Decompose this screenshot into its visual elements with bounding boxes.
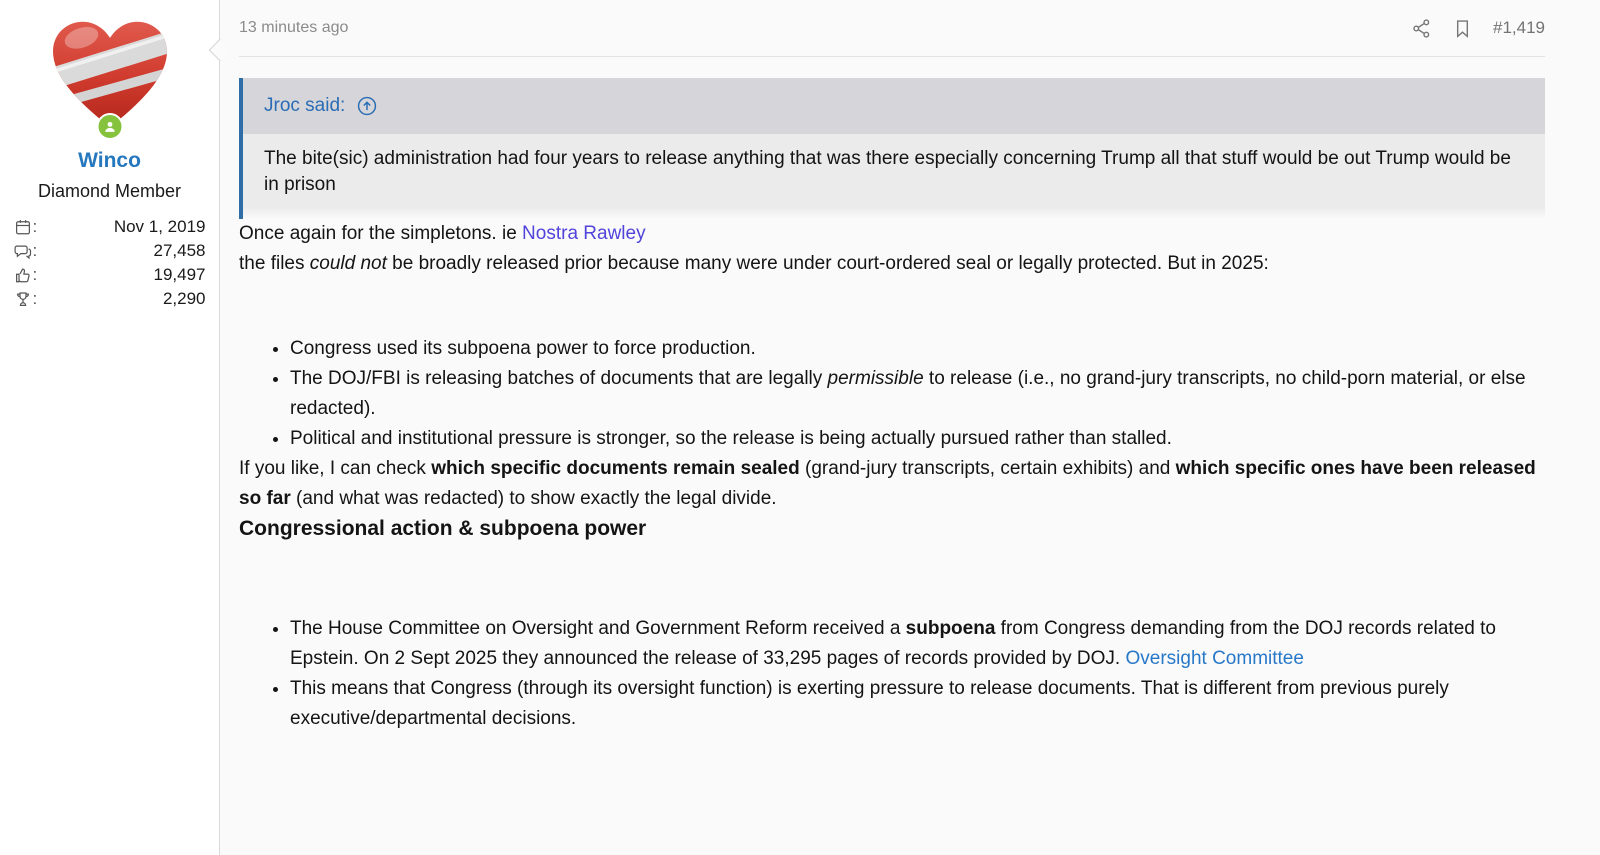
bullet-list-2025: [239, 334, 1545, 454]
post-divider: [239, 56, 1545, 57]
stat-colon: :: [32, 241, 38, 260]
quote-attribution-link[interactable]: [243, 78, 1545, 134]
quote-text: The bite(sic) administration had four years to release anything that was there especially concerning Trump all that stuff would be out Trump would be in prison: [243, 134, 1545, 219]
list-item-text: The House Committee on Oversight and Government Reform received a: [290, 618, 906, 639]
user-sidebar: [0, 0, 220, 855]
post-body-cell: [220, 0, 1600, 855]
bookmark-icon: [1452, 18, 1473, 39]
calendar-icon: [14, 218, 32, 236]
stat-row-joined: [14, 215, 206, 239]
stat-colon: :: [32, 265, 38, 284]
stat-row-likes: [14, 263, 206, 287]
stat-row-trophy: [14, 287, 206, 311]
list-item: [290, 334, 1545, 364]
section-heading: Congressional action & subpoena power: [239, 517, 647, 540]
user-title: Diamond Member: [37, 181, 182, 201]
list-item-bold: subpoena: [905, 618, 996, 639]
stat-row-messages: [14, 239, 206, 263]
list-item-text: The DOJ/FBI is releasing batches of documents that are legally: [290, 368, 828, 389]
paragraph-intro: [239, 219, 1545, 249]
post-timestamp[interactable]: 13 minutes ago: [239, 19, 349, 36]
user-avatar[interactable]: [47, 18, 173, 132]
paragraph-intro-text: Once again for the simpletons. ie: [239, 223, 523, 244]
quote-author: Jroc said:: [264, 95, 346, 116]
trophy-points: 2,290: [162, 289, 206, 308]
paragraph-offer-text-3: (and what was redacted) to show exactly the legal divide.: [290, 488, 777, 509]
list-item: [290, 424, 1545, 454]
quote-block: [239, 78, 1545, 219]
list-item-text: This means that Congress (through its oversight function) is exerting pressure to release documents. That is different from previous purely executive/departmental decisions.: [290, 678, 1449, 729]
paragraph-files-text: the files: [239, 253, 310, 274]
messages-count: 27,458: [153, 241, 206, 260]
list-item: [290, 614, 1545, 674]
post-content: [239, 78, 1545, 734]
post-meta-row: [239, 0, 1545, 56]
person-icon: [101, 118, 118, 135]
share-icon: [1411, 18, 1432, 39]
arrow-up-circle-icon: [356, 95, 378, 117]
paragraph-files-emphasis: could not: [309, 253, 387, 274]
paragraph-offer-bold-2: which specific ones have been released so far: [239, 458, 1536, 509]
paragraph-offer: [239, 454, 1545, 514]
list-item: [290, 674, 1545, 734]
messages-icon: [14, 242, 32, 260]
stat-colon: :: [32, 217, 38, 236]
username-link[interactable]: Winco: [78, 149, 141, 172]
trophy-icon: [14, 290, 32, 308]
online-status-badge: [96, 113, 123, 140]
stat-colon: :: [32, 289, 38, 308]
post-number-link[interactable]: #1,419: [1493, 18, 1545, 37]
paragraph-offer-text-2: (grand-jury transcripts, certain exhibits) and: [799, 458, 1176, 479]
list-item-text: Congress used its subpoena power to force production.: [290, 338, 756, 359]
mention-link[interactable]: Nostra Rawley: [522, 223, 646, 244]
joined-date: Nov 1, 2019: [113, 217, 206, 236]
paragraph-files: [239, 249, 1545, 279]
share-button[interactable]: [1411, 18, 1432, 39]
user-stats: [14, 215, 206, 311]
paragraph-offer-bold-1: which specific documents remain sealed: [431, 458, 800, 479]
likes-icon: [14, 266, 32, 284]
likes-count: 19,497: [153, 265, 206, 284]
post-actions: [1411, 18, 1545, 39]
paragraph-files-text-2: be broadly released prior because many were under court-ordered seal or legally protected. But in 2025:: [386, 253, 1269, 274]
list-item-text-2: to release (i.e., no grand-jury transcripts, no child-porn material, or else redacted).: [290, 368, 1526, 419]
list-item-emphasis: permissible: [827, 368, 924, 389]
list-item-text: Political and institutional pressure is stronger, so the release is being actually pursued rather than stalled.: [290, 428, 1172, 449]
oversight-committee-link[interactable]: Oversight Committee: [1125, 648, 1304, 669]
list-item-text-2: from Congress demanding from the DOJ records related to Epstein. On 2 Sept 2025 they announced the release of 33,295 pages of records provided by DOJ.: [290, 618, 1496, 669]
paragraph-offer-text: If you like, I can check: [239, 458, 432, 479]
bullet-list-congress: [239, 614, 1545, 734]
bookmark-button[interactable]: [1452, 18, 1473, 39]
list-item: [290, 364, 1545, 424]
